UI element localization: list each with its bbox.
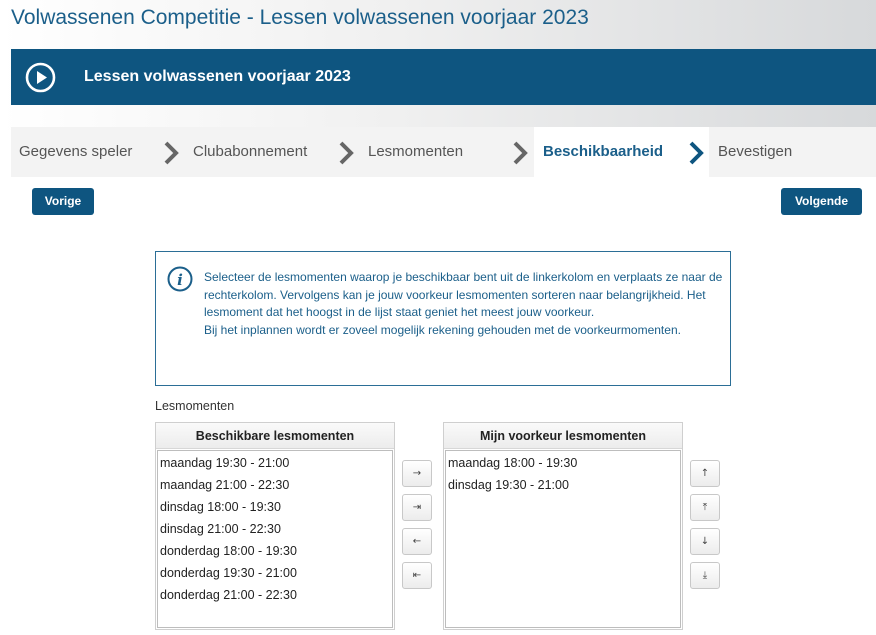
arrow-up-to-bar-icon: ⤒ (702, 502, 708, 513)
list-item[interactable]: donderdag 19:30 - 21:00 (160, 566, 297, 580)
list-item[interactable]: maandag 18:00 - 19:30 (448, 456, 578, 470)
step-gegevens-speler[interactable]: Gegevens speler (19, 143, 133, 160)
svg-text:i: i (177, 271, 183, 289)
arrow-right-to-bar-icon: ⇥ (412, 502, 422, 513)
available-list[interactable] (157, 450, 393, 628)
arrow-left-to-bar-icon: ⇤ (412, 570, 422, 581)
chevron-right-icon (163, 140, 179, 166)
arrow-up-icon: ↑ (700, 468, 710, 479)
preferred-list-header: Mijn voorkeur lesmomenten (444, 423, 682, 449)
info-text (204, 269, 724, 339)
info-icon (167, 266, 193, 292)
step-clubabonnement[interactable]: Clubabonnement (193, 143, 308, 160)
move-right-button[interactable] (402, 460, 432, 487)
arrow-down-to-bar-icon: ⤓ (702, 570, 708, 581)
list-item[interactable]: dinsdag 19:30 - 21:00 (448, 478, 569, 492)
lesmomenten-label: Lesmomenten (155, 399, 235, 413)
list-item[interactable]: donderdag 18:00 - 19:30 (160, 544, 297, 558)
list-item[interactable]: dinsdag 21:00 - 22:30 (160, 522, 281, 536)
course-banner (11, 49, 876, 105)
move-left-button[interactable] (402, 528, 432, 555)
arrow-left-icon: ← (412, 536, 422, 547)
move-top-button[interactable] (690, 494, 720, 521)
step-beschikbaarheid[interactable]: Beschikbaarheid (534, 127, 709, 177)
info-paragraph: Bij het inplannen wordt er zoveel mogelijk rekening gehouden met de voorkeurmomenten. (204, 322, 681, 337)
move-up-button[interactable] (690, 460, 720, 487)
banner-title: Lessen volwassenen voorjaar 2023 (84, 68, 351, 85)
move-down-button[interactable] (690, 528, 720, 555)
wizard-steps (11, 127, 876, 177)
step-bevestigen[interactable]: Bevestigen (718, 143, 793, 160)
play-circle-icon (25, 62, 56, 93)
available-list-panel (155, 422, 395, 630)
chevron-right-icon (512, 140, 528, 166)
step-lesmomenten[interactable]: Lesmomenten (368, 143, 464, 160)
list-item[interactable]: maandag 21:00 - 22:30 (160, 478, 290, 492)
list-item[interactable]: maandag 19:30 - 21:00 (160, 456, 290, 470)
arrow-right-icon: → (412, 468, 422, 479)
move-all-right-button[interactable] (402, 494, 432, 521)
preferred-list-panel (443, 422, 683, 630)
chevron-right-icon (688, 140, 704, 166)
chevron-right-icon (338, 140, 354, 166)
available-list-header: Beschikbare lesmomenten (156, 423, 394, 449)
list-item[interactable]: dinsdag 18:00 - 19:30 (160, 500, 281, 514)
preferred-list[interactable] (445, 450, 681, 628)
page-title: Volwassenen Competitie - Lessen volwassenen voorjaar 2023 (11, 6, 589, 29)
move-all-left-button[interactable] (402, 562, 432, 589)
previous-button[interactable]: Vorige (32, 188, 94, 215)
info-paragraph: Selecteer de lesmomenten waarop je beschikbaar bent uit de linkerkolom en verplaats ze naar de rechterkolom. Vervolgens kan je jouw voorkeur lesmomenten sorteren naar belangrijkheid. Het lesmoment dat het hoogst in de lijst staat geniet het meest jouw voorkeur. (204, 270, 723, 320)
info-box (155, 251, 731, 386)
list-item[interactable]: donderdag 21:00 - 22:30 (160, 588, 297, 602)
move-bottom-button[interactable] (690, 562, 720, 589)
next-button[interactable]: Volgende (781, 188, 862, 215)
arrow-down-icon: ↓ (700, 536, 710, 547)
